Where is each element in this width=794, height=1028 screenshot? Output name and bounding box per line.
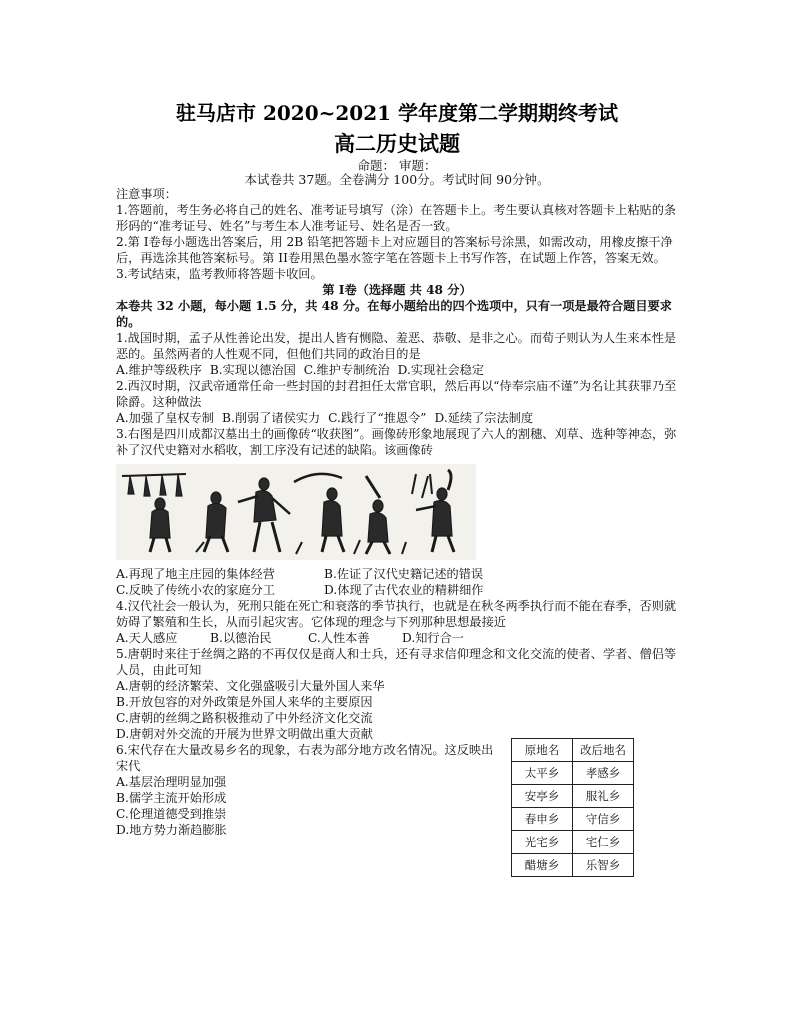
notes-heading: 注意事项： xyxy=(116,187,177,201)
table-row xyxy=(512,831,634,854)
harvest-relief-image xyxy=(116,464,476,560)
option: D.知行合一 xyxy=(402,631,464,645)
option: B.削弱了诸侯实力 xyxy=(222,411,321,425)
question-stem: 3.右图是四川成都汉墓出土的画像砖“收获图”。画像砖形象地展现了六人的割穗、刈草、选种等神态，弥补了汉代史籍对水稻收，割工序没有记述的缺陷。该画像砖 xyxy=(116,427,677,457)
option: D.地方势力渐趋膨胀 xyxy=(116,823,227,837)
exam-subtitle: 高二历史试题 xyxy=(334,131,460,156)
table-cell: 光宅乡 xyxy=(512,831,573,854)
question-options xyxy=(116,362,678,378)
exam-info-line: 本试卷共 37题。全卷满分 100分。考试时间 90分钟。 xyxy=(244,172,550,187)
question-stem: 6.宋代存在大量改易乡名的现象，右表为部分地方改名情况。这反映出宋代 xyxy=(116,743,494,773)
table-cell: 安亭乡 xyxy=(512,785,573,808)
option: A.唐朝的经济繁荣、文化强盛吸引大量外国人来华 xyxy=(116,679,385,693)
table-cell: 孝感乡 xyxy=(573,762,634,785)
table-row xyxy=(512,808,634,831)
question-stem: 1.战国时期，孟子从性善论出发，提出人皆有恻隐、羞恶、恭敬、是非之心。而荀子则认为人生来本性是恶的。虽然两者的人性观不同，但他们共同的政治目的是 xyxy=(116,331,677,361)
option: A.基层治理明显加强 xyxy=(116,775,227,789)
question-stem: 5.唐朝时来往于丝绸之路的不再仅仅是商人和士兵，还有寻求信仰理念和文化交流的使者、学者、僧侣等人员，由此可知 xyxy=(116,647,677,677)
table-row xyxy=(512,854,634,877)
option: D.实现社会稳定 xyxy=(397,363,485,377)
authors-line: 命题： 审题： xyxy=(357,158,437,173)
table-row xyxy=(512,762,634,785)
question-stem: 4.汉代社会一般认为，死刑只能在死亡和衰落的季节执行，也就是在秋冬两季执行而不能在春季，否则就妨碍了繁殖和生长，从而引起灾害。它体现的理念与下列那种思想最接近 xyxy=(116,599,677,629)
option: A.再现了地主庄园的集体经营 xyxy=(116,567,275,581)
option: C.践行了“推恩令” xyxy=(328,411,427,425)
note-item: 3.考试结束，监考教师将答题卡收回。 xyxy=(116,267,323,281)
option: B.以德治民 xyxy=(210,631,272,645)
table-row xyxy=(512,785,634,808)
option: C.唐朝的丝绸之路积极推动了中外经济文化交流 xyxy=(116,711,373,725)
option: C.人性本善 xyxy=(308,631,370,645)
option: C.维护专制统治 xyxy=(303,363,390,377)
question-options xyxy=(116,410,678,426)
option: B.实现以德治国 xyxy=(209,363,296,377)
table-cell: 服礼乡 xyxy=(573,785,634,808)
option: B.佐证了汉代史籍记述的错误 xyxy=(324,567,484,581)
option: D.延续了宗法制度 xyxy=(434,411,534,425)
table-cell: 乐智乡 xyxy=(573,854,634,877)
note-item: 2.第 I卷每小题选出答案后，用 2B 铅笔把答题卡上对应题目的答案标号涂黑，如需改动，用橡皮擦干净后，再选涂其他答案标号。第 II卷用黑色墨水签字笔在答题卡上书写作答，在试题上作答，答案无效。 xyxy=(116,235,673,265)
exam-title: 驻马店市 2020~2021 学年度第二学期期终考试 xyxy=(175,101,618,125)
table-cell: 守信乡 xyxy=(573,808,634,831)
option: C.反映了传统小农的家庭分工 xyxy=(116,583,276,597)
section-title: 第 I卷（选择题 共 48 分） xyxy=(322,283,472,297)
option: D.体现了古代农业的精耕细作 xyxy=(324,583,484,597)
section-instructions: 本卷共 32 小题，每小题 1.5 分，共 48 分。在每小题给出的四个选项中，只有一项是最符合题目要求的。 xyxy=(116,299,672,329)
table-header-cell: 原地名 xyxy=(512,739,573,762)
table-header-row xyxy=(512,739,634,762)
option: A.天人感应 xyxy=(116,631,178,645)
option: D.唐朝对外交流的开展为世界文明做出重大贡献 xyxy=(116,727,373,741)
option: C.伦理道德受到推崇 xyxy=(116,807,227,821)
table-cell: 醋塘乡 xyxy=(512,854,573,877)
place-name-table xyxy=(511,738,634,877)
note-item: 1.答题前，考生务必将自己的姓名、准考证号填写（涂）在答题卡上。考生要认真核对答题卡上粘贴的条形码的“准考证号、姓名”与考生本人准考证号、姓名是否一致。 xyxy=(116,203,677,233)
question-options xyxy=(116,582,678,598)
question-stem: 2.西汉时期，汉武帝通常任命一些封国的封君担任太常官职，然后再以“侍奉宗庙不谨”为名让其获罪乃至除爵。这种做法 xyxy=(116,379,677,409)
table-cell: 宅仁乡 xyxy=(573,831,634,854)
question-options xyxy=(116,566,678,582)
table-cell: 春申乡 xyxy=(512,808,573,831)
option: B.开放包容的对外政策是外国人来华的主要原因 xyxy=(116,695,373,709)
table-cell: 太平乡 xyxy=(512,762,573,785)
option: A.加强了皇权专制 xyxy=(116,411,214,425)
question-options xyxy=(116,630,678,646)
option: A.维护等级秩序 xyxy=(116,363,202,377)
table-header-cell: 改后地名 xyxy=(573,739,634,762)
option: B.儒学主流开始形成 xyxy=(116,791,227,805)
